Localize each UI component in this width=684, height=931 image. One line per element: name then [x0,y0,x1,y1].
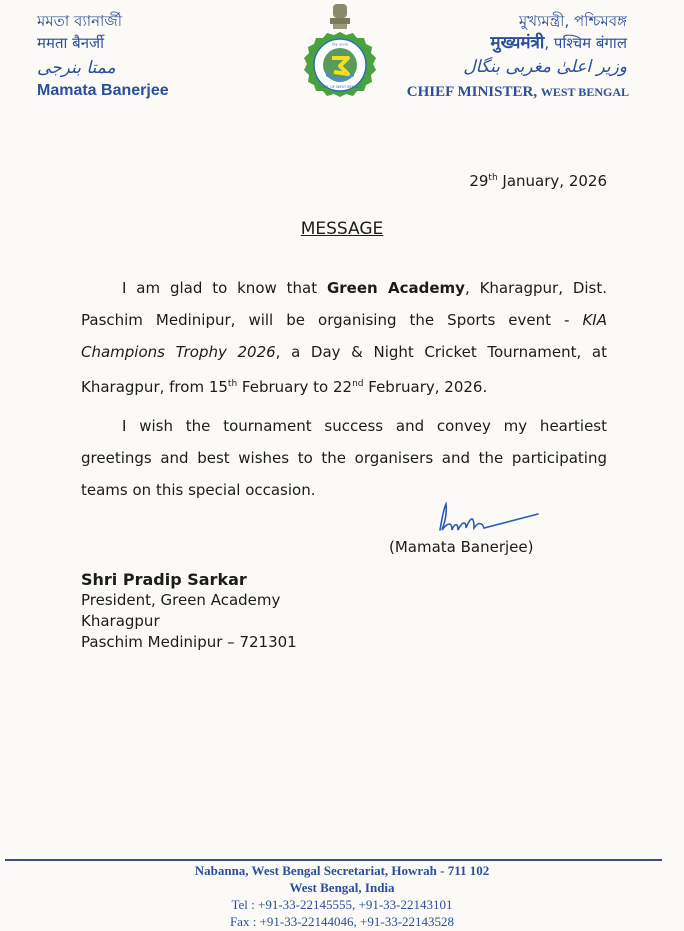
ashoka-lion-capital-icon [330,4,350,29]
p1-bold-org: Green Academy [326,279,465,297]
emblem-text-top: বিশ্ব বাংলা [331,42,349,47]
p1-italic-event: KIA Champions Trophy 2026 [81,311,607,361]
recipient-line-2: Kharagpur [81,612,160,630]
date-suffix: th [488,173,498,183]
recipient-line-3: Paschim Medinipur – 721301 [81,633,297,651]
p2-text: I wish the tournament success and convey my heartiest greetings and best wishes to the organisers and the participating teams on this special occasion. [81,417,607,499]
p1-text-4: February to 22 [237,378,353,396]
title-hindi-rest: , पश्चिम बंगाल [544,34,627,52]
footer-fax: Fax : +91-33-22144046, +91-33-22143528 [229,914,455,929]
message-title-text: MESSAGE [300,219,384,239]
handwritten-signature-icon [430,500,540,538]
p1-text-3: , a Day & Night Cricket Tournament, at Kharagpur, from 15 [81,343,607,396]
title-hindi-main: मुख्यमंत्री [490,33,545,53]
name-urdu: ممتا بنرجی [37,58,116,78]
footer-divider [5,859,662,861]
message-title [0,219,684,239]
paragraph-1 [81,272,607,403]
p1-sup-2: nd [352,379,364,389]
name-hindi: ममता बैनर्जी [37,34,105,52]
name-english: Mamata Banerjee [37,82,169,99]
letterhead-left [37,10,169,100]
recipient-name: Shri Pradip Sarkar [81,570,247,589]
p1-text-5: February, 2026. [363,378,488,396]
west-bengal-emblem-icon [282,0,398,125]
recipient-line-1: President, Green Academy [81,591,281,609]
p1-sup-1: th [227,379,238,389]
title-hindi [407,32,627,54]
title-english [407,84,629,101]
title-urdu: وزیر اعلیٰ مغربی بنگال [463,57,627,77]
name-bengali: মমতা ব্যানার্জী [37,12,123,30]
footer-country: West Bengal, India [289,880,395,895]
p1-text-1: I am glad to know that [122,279,327,297]
recipient-address [81,569,297,653]
footer [0,862,684,930]
p1-text-2: , Kharagpur, Dist. Paschim Medinipur, will be organising the Sports event - [81,279,607,329]
date-rest: January, 2026 [497,172,607,190]
title-english-main: CHIEF MINISTER, [406,84,538,100]
title-bengali: মুখ্যমন্ত্রী, পশ্চিমবঙ্গ [518,12,627,30]
date-day: 29 [469,172,489,190]
emblem-text-bottom: GOVT. OF WEST BENGAL [318,85,362,89]
letterhead-right [407,10,627,101]
footer-address: Nabanna, West Bengal Secretariat, Howrah - 711 102 [194,863,490,878]
footer-tel: Tel : +91-33-22145555, +91-33-22143101 [231,897,453,912]
letter-date [469,172,607,190]
paragraph-2 [81,410,607,506]
title-english-rest: WEST BENGAL [540,85,629,99]
signatory-name: (Mamata Banerjee) [389,538,534,556]
